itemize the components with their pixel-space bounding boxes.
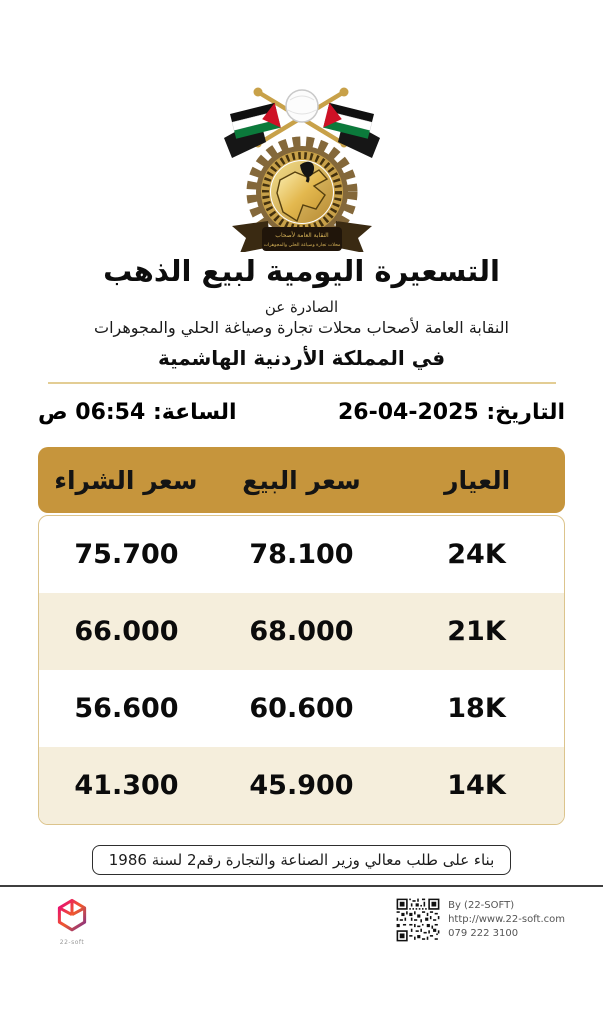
table-row bbox=[39, 747, 564, 824]
time-value: 06:54 ص bbox=[38, 400, 146, 425]
buy-price: 66.000 bbox=[74, 616, 179, 647]
pearl-icon bbox=[286, 90, 318, 122]
credit-phone: 079 222 3100 bbox=[448, 928, 519, 939]
table-row bbox=[39, 516, 564, 593]
buy-price: 75.700 bbox=[74, 539, 179, 570]
table-row bbox=[39, 670, 564, 747]
datetime-row bbox=[38, 400, 565, 425]
qr-code-icon bbox=[395, 897, 441, 943]
buy-price: 41.300 bbox=[74, 770, 179, 801]
gold-divider bbox=[48, 382, 556, 384]
time-label: الساعة: bbox=[152, 400, 237, 425]
logo-caption: 22-soft bbox=[59, 939, 85, 946]
time-field bbox=[38, 400, 237, 425]
syndicate-emblem-icon bbox=[216, 80, 388, 252]
karat-value: 18K bbox=[447, 693, 506, 724]
karat-value: 21K bbox=[447, 616, 506, 647]
sell-price: 68.000 bbox=[249, 616, 354, 647]
credit-lines bbox=[448, 897, 565, 941]
credit-text: By (22-SOFT) bbox=[448, 900, 515, 911]
karat-value: 24K bbox=[447, 539, 506, 570]
buy-price: 56.600 bbox=[74, 693, 179, 724]
table-header bbox=[38, 447, 565, 513]
column-sell-price: سعر البيع bbox=[242, 465, 361, 495]
legal-note: بناء على طلب معالي وزير الصناعة والتجارة رقم2 لسنة 1986 bbox=[92, 845, 512, 875]
column-buy-price: سعر الشراء bbox=[54, 465, 198, 495]
gold-price-table bbox=[38, 447, 565, 825]
credit-website: http://www.22-soft.com bbox=[448, 914, 565, 925]
page-title: التسعيرة اليومية لبيع الذهب bbox=[103, 254, 500, 288]
karat-value: 14K bbox=[447, 770, 506, 801]
syndicate-name: النقابة العامة لأصحاب محلات تجارة وصياغة الحلي والمجوهرات bbox=[94, 318, 509, 337]
sell-price: 60.600 bbox=[249, 693, 354, 724]
country-line: في المملكة الأردنية الهاشمية bbox=[157, 346, 446, 370]
date-value: 26-04-2025 bbox=[337, 400, 479, 425]
issued-by-label: الصادرة عن bbox=[264, 298, 339, 316]
table-body bbox=[38, 515, 565, 825]
company-logo bbox=[52, 897, 92, 946]
banner-text-1: النقابة العامة لأصحاب bbox=[274, 232, 329, 239]
sell-price: 78.100 bbox=[249, 539, 354, 570]
banner-text-2: محلات تجارة وصياغة الحلي والمجوهرات bbox=[263, 243, 340, 248]
gold-disc-icon bbox=[265, 156, 338, 229]
footer bbox=[0, 887, 603, 946]
jordan-flag-right-icon bbox=[323, 103, 380, 158]
date-field bbox=[338, 400, 565, 425]
cube-logo-icon bbox=[55, 897, 89, 934]
sell-price: 45.900 bbox=[249, 770, 354, 801]
column-karat: العيار bbox=[444, 465, 511, 495]
table-row bbox=[39, 593, 564, 670]
developer-credit bbox=[395, 897, 565, 943]
date-label: التاريخ: bbox=[486, 400, 565, 425]
